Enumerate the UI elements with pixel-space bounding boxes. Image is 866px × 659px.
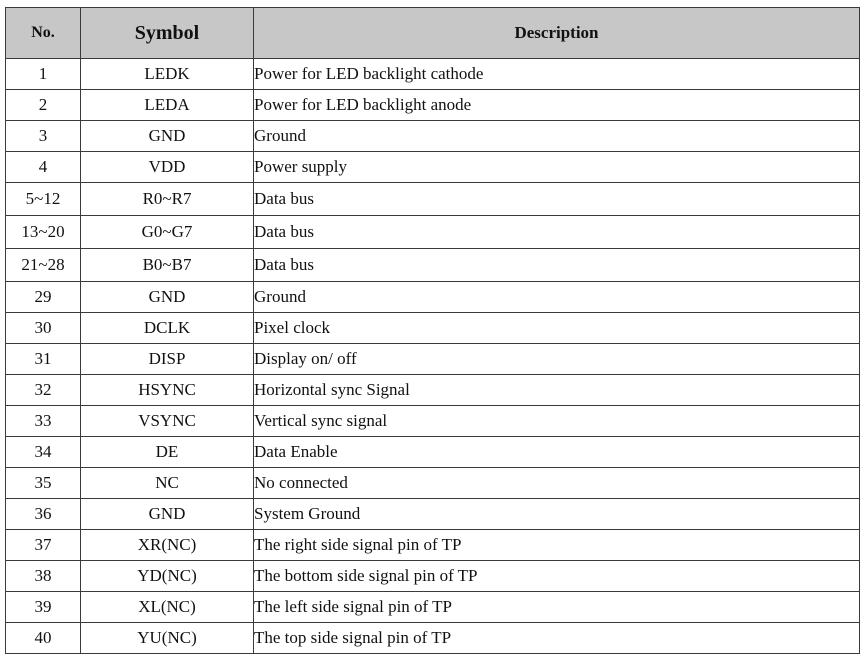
pin-number-cell: 21~28 xyxy=(6,249,81,282)
pin-number-cell: 33 xyxy=(6,406,81,437)
pin-number-cell: 13~20 xyxy=(6,216,81,249)
pin-description-cell: Display on/ off xyxy=(254,344,860,375)
pin-symbol-cell: HSYNC xyxy=(81,375,254,406)
pin-symbol-cell: VSYNC xyxy=(81,406,254,437)
pin-number-cell: 2 xyxy=(6,90,81,121)
pin-description-cell: No connected xyxy=(254,468,860,499)
pin-description-cell: Data bus xyxy=(254,183,860,216)
pin-symbol-cell: NC xyxy=(81,468,254,499)
pin-number-cell: 38 xyxy=(6,561,81,592)
table-row xyxy=(6,592,860,623)
table-body xyxy=(6,59,860,654)
pin-number-cell: 30 xyxy=(6,313,81,344)
table-row xyxy=(6,152,860,183)
pin-description-cell: Power for LED backlight cathode xyxy=(254,59,860,90)
pin-number-cell: 35 xyxy=(6,468,81,499)
pin-description-cell: Data bus xyxy=(254,216,860,249)
pin-description-cell: The left side signal pin of TP xyxy=(254,592,860,623)
pin-description-cell: Power supply xyxy=(254,152,860,183)
header-description: Description xyxy=(254,8,860,59)
pin-number-cell: 40 xyxy=(6,623,81,654)
pin-number-cell: 5~12 xyxy=(6,183,81,216)
pin-number-cell: 36 xyxy=(6,499,81,530)
pin-number-cell: 29 xyxy=(6,282,81,313)
pin-symbol-cell: R0~R7 xyxy=(81,183,254,216)
pin-symbol-cell: LEDK xyxy=(81,59,254,90)
pin-number-cell: 37 xyxy=(6,530,81,561)
pin-description-cell: Power for LED backlight anode xyxy=(254,90,860,121)
table-row xyxy=(6,313,860,344)
pin-description-cell: Ground xyxy=(254,282,860,313)
pin-description-cell: Horizontal sync Signal xyxy=(254,375,860,406)
pin-symbol-cell: YU(NC) xyxy=(81,623,254,654)
pin-symbol-cell: B0~B7 xyxy=(81,249,254,282)
pin-symbol-cell: GND xyxy=(81,282,254,313)
pin-symbol-cell: DISP xyxy=(81,344,254,375)
table-row xyxy=(6,282,860,313)
pin-description-cell: The top side signal pin of TP xyxy=(254,623,860,654)
table-row xyxy=(6,59,860,90)
pin-symbol-cell: G0~G7 xyxy=(81,216,254,249)
pin-number-cell: 4 xyxy=(6,152,81,183)
table-row xyxy=(6,121,860,152)
pin-description-cell: Vertical sync signal xyxy=(254,406,860,437)
table-row xyxy=(6,344,860,375)
table-row xyxy=(6,375,860,406)
table-header xyxy=(6,8,860,59)
pin-definition-table xyxy=(5,7,860,654)
pin-symbol-cell: VDD xyxy=(81,152,254,183)
header-symbol: Symbol xyxy=(81,8,254,59)
header-no: No. xyxy=(6,8,81,59)
pin-number-cell: 3 xyxy=(6,121,81,152)
pin-symbol-cell: YD(NC) xyxy=(81,561,254,592)
pin-symbol-cell: DE xyxy=(81,437,254,468)
table-row xyxy=(6,561,860,592)
table-row xyxy=(6,437,860,468)
pin-description-cell: Ground xyxy=(254,121,860,152)
pin-description-cell: The right side signal pin of TP xyxy=(254,530,860,561)
pin-number-cell: 1 xyxy=(6,59,81,90)
pin-symbol-cell: GND xyxy=(81,121,254,152)
pin-number-cell: 32 xyxy=(6,375,81,406)
header-row xyxy=(6,8,860,59)
table-row xyxy=(6,249,860,282)
pin-number-cell: 31 xyxy=(6,344,81,375)
table-row xyxy=(6,406,860,437)
table-row xyxy=(6,183,860,216)
pin-symbol-cell: XL(NC) xyxy=(81,592,254,623)
table-row xyxy=(6,468,860,499)
table-row xyxy=(6,499,860,530)
pin-description-cell: Data bus xyxy=(254,249,860,282)
pin-symbol-cell: LEDA xyxy=(81,90,254,121)
pin-number-cell: 39 xyxy=(6,592,81,623)
pin-number-cell: 34 xyxy=(6,437,81,468)
table-row xyxy=(6,530,860,561)
pin-symbol-cell: GND xyxy=(81,499,254,530)
table-row xyxy=(6,623,860,654)
pin-description-cell: Pixel clock xyxy=(254,313,860,344)
table-row xyxy=(6,90,860,121)
pin-description-cell: Data Enable xyxy=(254,437,860,468)
table-row xyxy=(6,216,860,249)
pin-symbol-cell: XR(NC) xyxy=(81,530,254,561)
pin-symbol-cell: DCLK xyxy=(81,313,254,344)
pin-description-cell: The bottom side signal pin of TP xyxy=(254,561,860,592)
pin-description-cell: System Ground xyxy=(254,499,860,530)
